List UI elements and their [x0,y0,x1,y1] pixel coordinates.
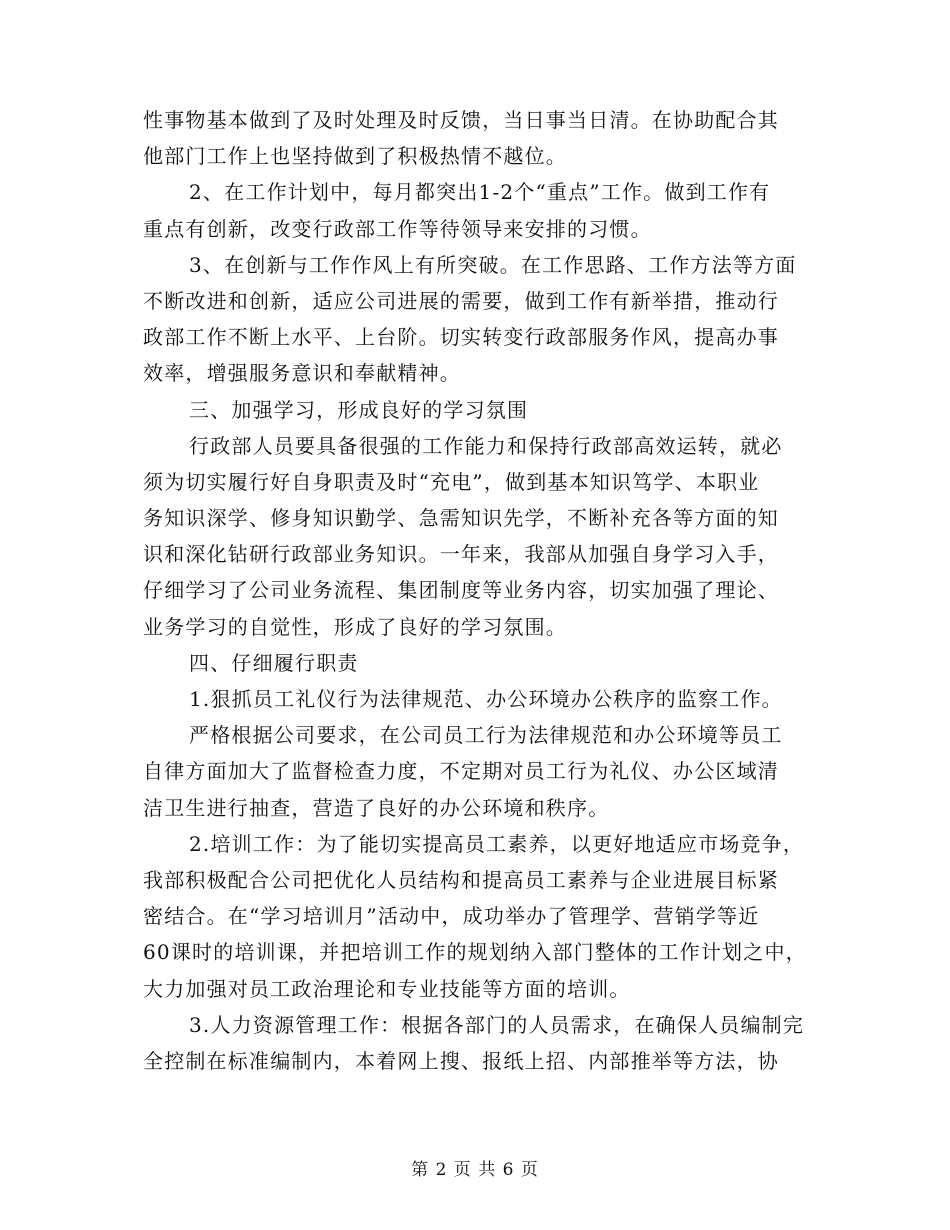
footer-total-pages: 6 [502,1160,515,1180]
text-line: 四、仔细履行职责 [189,650,359,675]
text-line: 须为切实履行好自身职责及时“充电”，做到基本知识笃学、本职业 [143,469,760,494]
text-line: 三、加强学习，形成良好的学习氛围 [189,397,529,422]
text-line: 他部门工作上也坚持做到了积极热情不越位。 [143,144,567,169]
text-line: 3、在创新与工作作风上有所突破。在工作思路、工作方法等方面 [189,252,797,277]
text-line: 仔细学习了公司业务流程、集团制度等业务内容，切实加强了理论、 [143,578,779,603]
text-line: 2.培训工作：为了能切实提高员工素养，以更好地适应市场竞争， [189,831,805,856]
text-line: 业务学习的自觉性，形成了良好的学习氛围。 [143,614,567,639]
text-line: 政部工作不断上水平、上台阶。切实转变行政部服务作风，提高办事 [143,325,779,350]
footer-middle: 页 共 [453,1160,497,1180]
body-text [143,102,813,1079]
text-line: 密结合。在“学习培训月”活动中，成功举办了管理学、营销学等近 [143,904,760,929]
text-line: 严格根据公司要求，在公司员工行为法律规范和办公环境等员工 [189,723,783,748]
text-line: 效率，增强服务意识和奉献精神。 [143,361,461,386]
text-line: 重点有创新，改变行政部工作等待领导来安排的习惯。 [143,216,652,241]
text-line: 60课时的培训课，并把培训工作的规划纳入部门整体的工作计划之中， [143,940,807,965]
text-line: 务知识深学、修身知识勤学、急需知识先学，不断补充各等方面的知 [143,506,779,531]
text-line: 大力加强对员工政治理论和专业技能等方面的培训。 [143,976,631,1001]
text-line: 洁卫生进行抽查，营造了良好的办公环境和秩序。 [143,795,610,820]
text-line: 2、在工作计划中，每月都突出1-2个“重点”工作。做到工作有 [189,180,771,205]
text-line: 1.狠抓员工礼仪行为法律规范、办公环境办公秩序的监察工作。 [189,687,783,711]
text-line: 识和深化钻研行政部业务知识。一年来，我部从加强自身学习入手， [143,542,779,567]
footer-prefix: 第 [411,1160,430,1180]
text-line: 行政部人员要具备很强的工作能力和保持行政部高效运转，就必 [189,433,783,458]
text-line: 我部积极配合公司把优化人员结构和提高员工素养与企业进展目标紧 [143,867,779,892]
text-line: 3.人力资源管理工作：根据各部门的人员需求，在确保人员编制完 [189,1012,805,1037]
text-line: 性事物基本做到了及时处理及时反馈，当日事当日清。在协助配合其 [143,108,779,132]
page-footer [0,1155,950,1180]
text-line: 不断改进和创新，适应公司进展的需要，做到工作有新举措，推动行 [143,288,779,313]
text-line: 全控制在标准编制内，本着网上搜、报纸上招、内部推举等方法，协 [143,1048,779,1073]
footer-page-number: 2 [435,1160,448,1180]
text-line: 自律方面加大了监督检查力度，不定期对员工行为礼仪、办公区域清 [143,759,779,784]
footer-suffix: 页 [520,1160,539,1180]
